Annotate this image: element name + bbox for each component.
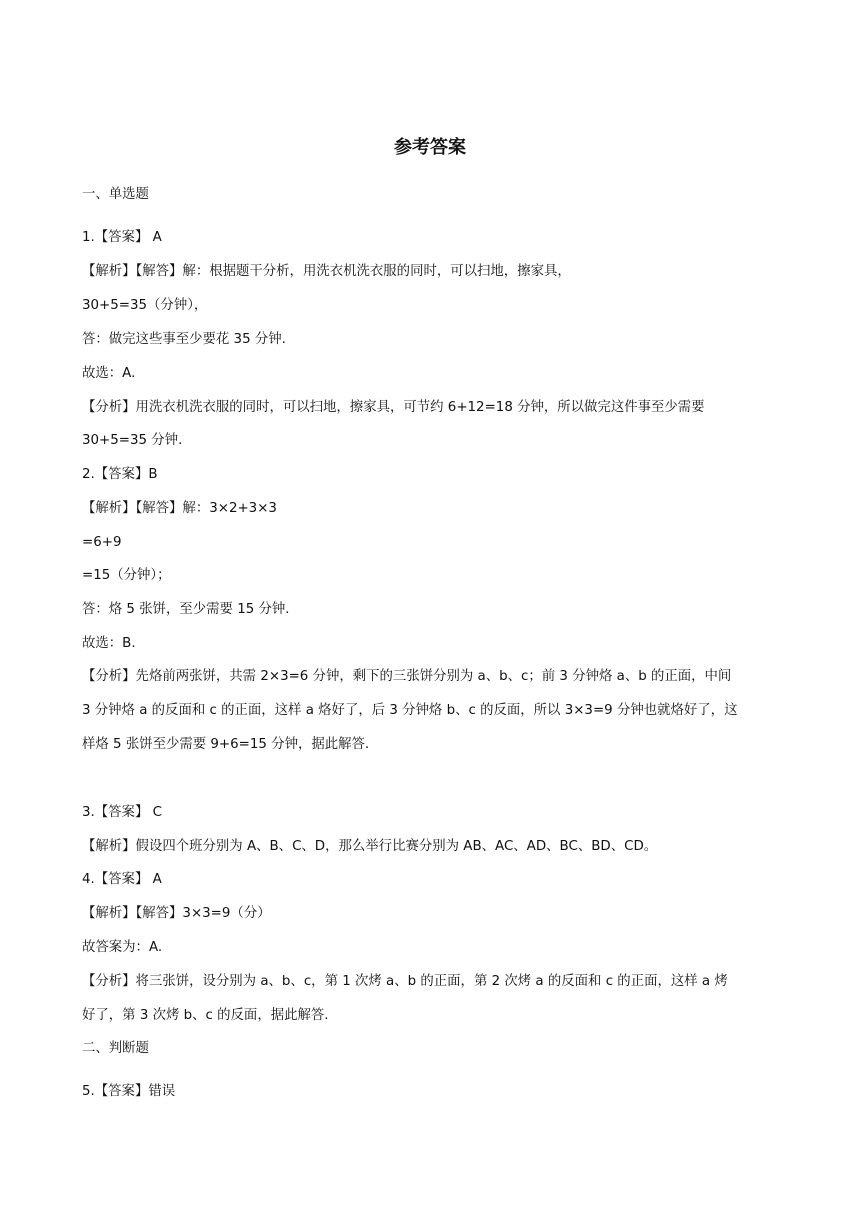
section-heading-single-choice: 一、单选题 [82, 187, 149, 202]
answer-line-q1: 1.【答案】 A [82, 230, 162, 245]
analysis-line: 3 分钟烙 a 的反面和 c 的正面，这样 a 烙好了，后 3 分钟烙 b、c 的反面，所以 3×3=9 分钟也就烙好了，这 [82, 703, 738, 718]
answer-line-q4: 4.【答案】 A [82, 872, 162, 887]
explanation-line: 故选：A. [82, 366, 136, 381]
explanation-line: 【解析】【解答】3×3=9（分） [82, 906, 271, 921]
answer-line-q3: 3.【答案】 C [82, 805, 162, 820]
analysis-line: 【分析】先烙前两张饼，共需 2×3=6 分钟，剩下的三张饼分别为 a、b、c；前 3 分钟烙 a、b 的正面，中间 [82, 669, 732, 684]
explanation-line: =15（分钟）； [82, 568, 171, 583]
explanation-line: 【解析】【解答】解：根据题干分析，用洗衣机洗衣服的同时，可以扫地，擦家具， [82, 264, 571, 279]
explanation-line: 故选：B. [82, 636, 136, 651]
page-title: 参考答案 [394, 137, 466, 158]
analysis-line: 【分析】用洗衣机洗衣服的同时，可以扫地，擦家具，可节约 6+12=18 分钟，所以做完这件事至少需要 [82, 400, 705, 415]
explanation-line: =6+9 [82, 535, 122, 550]
analysis-line: 好了，第 3 次烤 b、c 的反面，据此解答. [82, 1008, 329, 1023]
explanation-line: 故答案为：A. [82, 940, 163, 955]
explanation-line: 30+5=35（分钟）， [82, 298, 208, 313]
section-heading-true-false: 二、判断题 [82, 1041, 149, 1056]
analysis-line: 样烙 5 张饼至少需要 9+6=15 分钟，据此解答. [82, 737, 370, 752]
answer-line-q5: 5.【答案】错误 [82, 1084, 176, 1099]
explanation-line: 【解析】【解答】解：3×2+3×3 [82, 501, 277, 516]
analysis-line: 30+5=35 分钟. [82, 433, 183, 448]
analysis-line: 【分析】将三张饼，设分别为 a、b、c，第 1 次烤 a、b 的正面，第 2 次烤 a 的反面和 c 的正面，这样 a 烤 [82, 974, 728, 989]
answer-line-q2: 2.【答案】B [82, 467, 158, 482]
explanation-line: 答：烙 5 张饼，至少需要 15 分钟. [82, 602, 290, 617]
explanation-line: 【解析】假设四个班分别为 A、B、C、D，那么举行比赛分别为 AB、AC、AD、BC、BD、CD。 [82, 839, 658, 854]
explanation-line: 答：做完这些事至少要花 35 分钟. [82, 332, 286, 347]
